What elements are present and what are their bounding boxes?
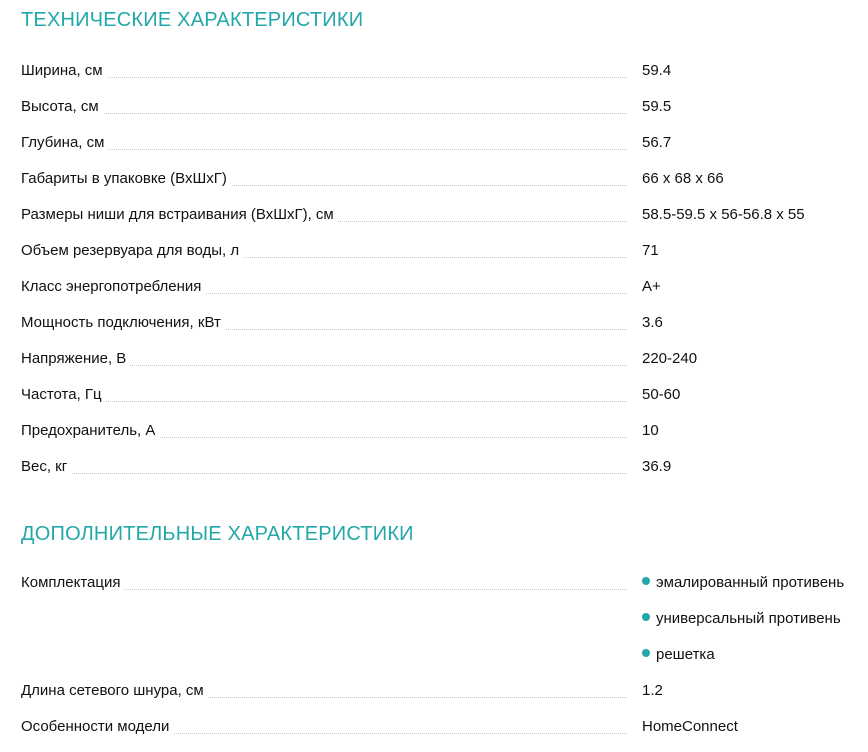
spec-label: Особенности модели xyxy=(21,718,173,736)
technical-specs-title: ТЕХНИЧЕСКИЕ ХАРАКТЕРИСТИКИ xyxy=(21,9,364,31)
spec-value: A+ xyxy=(642,278,661,295)
spec-label: Габариты в упаковке (ВхШхГ) xyxy=(21,170,231,188)
spec-value: 1.2 xyxy=(642,682,663,699)
spec-label: Класс энергопотребления xyxy=(21,278,205,296)
dotted-leader xyxy=(21,113,627,114)
additional-specs-title: ДОПОЛНИТЕЛЬНЫЕ ХАРАКТЕРИСТИКИ xyxy=(21,523,414,545)
spec-row-weight xyxy=(0,449,868,485)
spec-label: Напряжение, В xyxy=(21,350,130,368)
spec-label: Комплектация xyxy=(21,574,124,592)
dotted-leader xyxy=(21,77,627,78)
spec-value: 220-240 xyxy=(642,350,698,367)
spec-row-depth xyxy=(0,125,868,161)
bullet-dot-icon xyxy=(642,577,650,585)
spec-row-power xyxy=(0,305,868,341)
dotted-leader xyxy=(21,473,627,474)
spec-value: 58.5-59.5 x 56-56.8 x 55 xyxy=(642,206,805,223)
spec-value: 71 xyxy=(642,242,659,259)
spec-row-frequency xyxy=(0,377,868,413)
spec-value: 56.7 xyxy=(642,134,672,151)
spec-value: 3.6 xyxy=(642,314,663,331)
spec-row-fuse xyxy=(0,413,868,449)
spec-value: 36.9 xyxy=(642,458,672,475)
spec-row-width xyxy=(0,53,868,89)
list-item xyxy=(642,574,844,610)
equipment-list xyxy=(642,574,844,682)
spec-row-package-dimensions xyxy=(0,161,868,197)
spec-value: 50-60 xyxy=(642,386,681,403)
spec-value: 59.5 xyxy=(642,98,672,115)
spec-row-cord-length xyxy=(0,673,868,709)
additional-specs-list xyxy=(0,565,868,745)
spec-row-model-features xyxy=(0,709,868,745)
spec-label: Вес, кг xyxy=(21,458,71,476)
spec-row-height xyxy=(0,89,868,125)
spec-row-equipment xyxy=(0,565,868,673)
spec-label: Предохранитель, А xyxy=(21,422,159,440)
spec-label: Длина сетевого шнура, см xyxy=(21,682,208,700)
equipment-item: универсальный противень xyxy=(656,610,841,627)
spec-label: Объем резервуара для воды, л xyxy=(21,242,243,260)
spec-value: 59.4 xyxy=(642,62,672,79)
spec-row-energy-class xyxy=(0,269,868,305)
spec-label: Ширина, см xyxy=(21,62,107,80)
spec-value: 10 xyxy=(642,422,659,439)
spec-row-water-tank xyxy=(0,233,868,269)
list-item xyxy=(642,610,844,646)
spec-label: Глубина, см xyxy=(21,134,108,152)
spec-row-niche-dimensions xyxy=(0,197,868,233)
technical-specs-list xyxy=(0,53,868,485)
spec-value: 66 x 68 x 66 xyxy=(642,170,724,187)
bullet-dot-icon xyxy=(642,649,650,657)
spec-value: HomeConnect xyxy=(642,718,738,735)
bullet-dot-icon xyxy=(642,613,650,621)
dotted-leader xyxy=(21,149,627,150)
spec-row-voltage xyxy=(0,341,868,377)
spec-label: Частота, Гц xyxy=(21,386,106,404)
dotted-leader xyxy=(21,401,627,402)
equipment-item: эмалированный противень xyxy=(656,574,845,591)
spec-label: Размеры ниши для встраивания (ВхШхГ), см xyxy=(21,206,338,224)
spec-label: Мощность подключения, кВт xyxy=(21,314,225,332)
spec-label: Высота, см xyxy=(21,98,103,116)
equipment-item: решетка xyxy=(656,646,715,663)
